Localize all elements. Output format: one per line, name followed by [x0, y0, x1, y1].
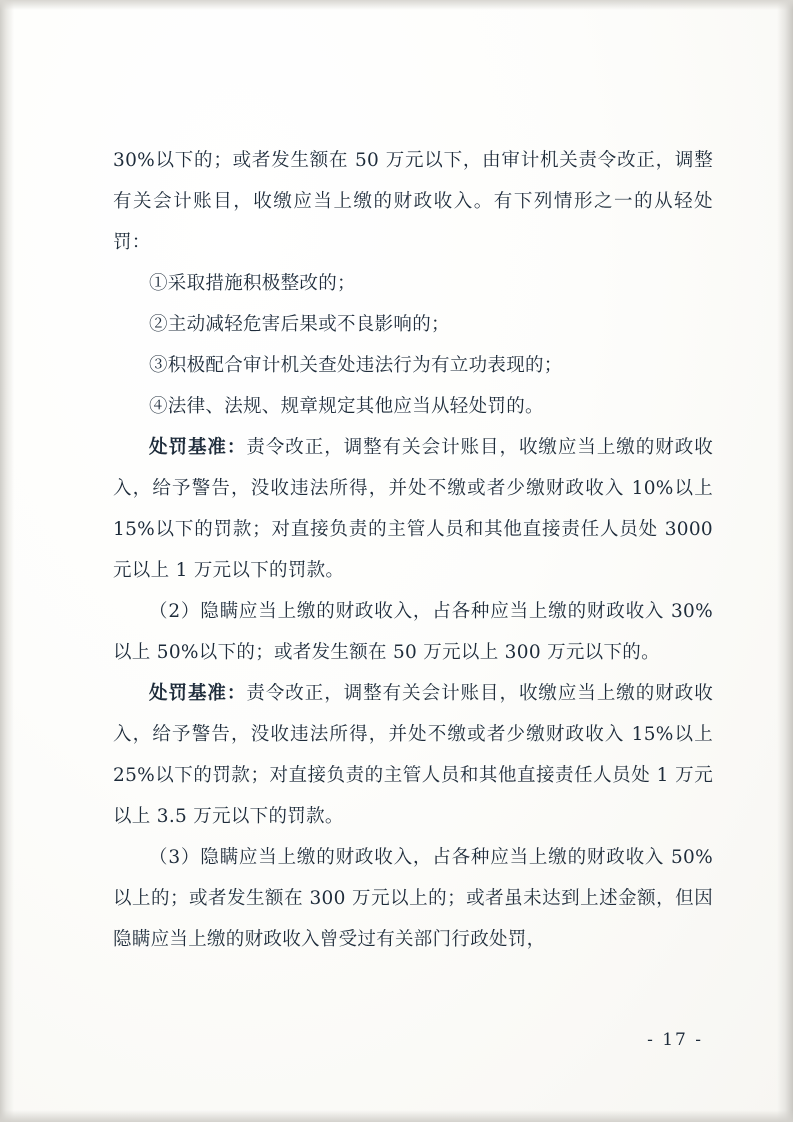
list-item-4: ④法律、法规、规章规定其他应当从轻处罚的。	[149, 396, 544, 417]
paragraph-continuation: 30%以下的；或者发生额在 50 万元以下，由审计机关责令改正，调整有关会计账目，收缴应当上缴的财政收入。有下列情形之一的从轻处罚：	[113, 150, 713, 253]
penalty-standard-label-2: 处罚基准：	[149, 683, 247, 704]
clause-2: （2）隐瞒应当上缴的财政收入，占各种应当上缴的财政收入 30%以上 50%以下的；或者发生额在 50 万元以上 300 万元以下的。	[113, 601, 713, 663]
penalty-standard-text-2: 责令改正，调整有关会计账目，收缴应当上缴的财政收入，给予警告，没收违法所得，并处不缴或者少缴财政收入 15%以上 25%以下的罚款；对直接负责的主管人员和其他直接责任人员处 1 万元以上 3.5 万元以下的罚款。	[113, 683, 713, 827]
list-item-3: ③积极配合审计机关查处违法行为有立功表现的；	[149, 355, 563, 376]
scan-edge-bottom	[0, 1110, 793, 1122]
penalty-standard-text-1: 责令改正，调整有关会计账目，收缴应当上缴的财政收入，给予警告，没收违法所得，并处不缴或者少缴财政收入 10%以上 15%以下的罚款；对直接负责的主管人员和其他直接责任人员处 3000 元以上 1 万元以下的罚款。	[113, 437, 713, 581]
clause-3: （3）隐瞒应当上缴的财政收入，占各种应当上缴的财政收入 50%以上的；或者发生额在 300 万元以上的；或者虽未达到上述金额，但因隐瞒应当上缴的财政收入曾受过有关部门行政处罚，	[113, 847, 713, 950]
penalty-standard-label-1: 处罚基准：	[149, 437, 247, 458]
list-item-2: ②主动减轻危害后果或不良影响的；	[149, 314, 450, 335]
page-number: - 17 -	[647, 1030, 703, 1050]
scan-edge-left	[0, 0, 14, 1122]
list-item-1: ①采取措施积极整改的；	[149, 273, 356, 294]
document-body	[113, 140, 713, 960]
penalty-standard-2	[113, 673, 713, 837]
scan-edge-top	[0, 0, 793, 10]
penalty-standard-1	[113, 427, 713, 591]
scan-edge-right	[777, 0, 793, 1122]
